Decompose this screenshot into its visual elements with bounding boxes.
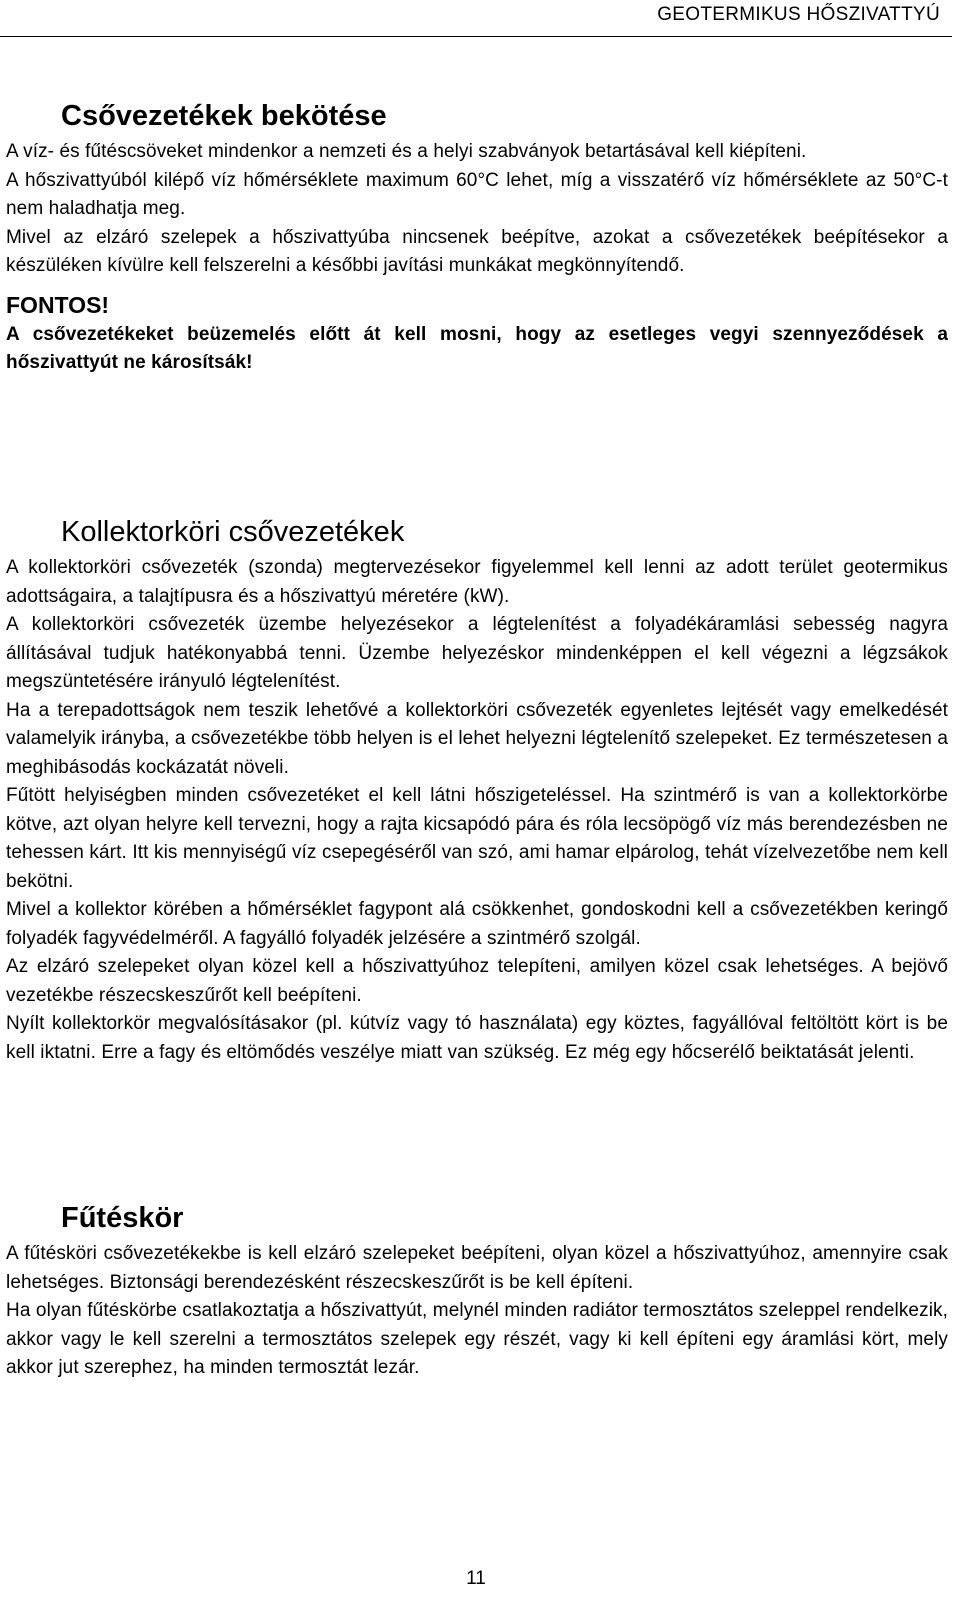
section-heating xyxy=(6,1200,948,1383)
paragraph: Mivel a kollektor körében a hőmérséklet fagypont alá csökkenhet, gondoskodni kell a csővezetékben keringő folyadék fagyvédelméről. A fagyálló folyadék jelzésére a szintmérő szolgál. xyxy=(6,899,948,949)
section-heading: Kollektorköri csővezetékek xyxy=(61,516,405,548)
section-collector xyxy=(6,514,948,1067)
paragraph: A kollektorköri csővezeték üzembe helyezésekor a légtelenítést a folyadékáramlási sebesség nagyra állításával tudjuk hatékonyabbá tenni. Üzembe helyezéskor mindenképpen el kell végezni a légzsákok megszüntetésére irányuló légtelenítést. xyxy=(6,614,948,692)
warning-text: A csővezetékeket beüzemelés előtt át kell mosni, hogy az esetleges vegyi szennyeződések a hőszivattyút ne károsítsák! xyxy=(6,323,948,373)
section-heading: Csővezetékek bekötése xyxy=(61,100,387,132)
paragraph: Ha a terepadottságok nem teszik lehetővé a kollektorköri csővezeték egyenletes lejtését vagy emelkedését valamelyik irányba, a csővezetékbe több helyen is el lehet helyezni légtelenítő szelepeket. Ez természetesen a meghibásodás kockázatát növeli. xyxy=(6,699,948,778)
paragraph: Mivel az elzáró szelepek a hőszivattyúba nincsenek beépítve, azokat a csővezetékek beépítésekor a készüléken kívülre kell felszerelni a későbbi javítási munkákat megkönnyítendő. xyxy=(6,226,948,276)
document-title: GEOTERMIKUS HŐSZIVATTYÚ xyxy=(657,4,940,25)
paragraph: A hőszivattyúból kilépő víz hőmérséklete maximum 60°C lehet, míg a visszatérő víz hőmérséklete az 50°C-t nem haladhatja meg. xyxy=(6,169,948,219)
warning-title: FONTOS! xyxy=(6,291,110,318)
section-heading: Fűtéskör xyxy=(61,1202,184,1234)
paragraph: A víz- és fűtéscsöveket mindenkor a nemzeti és a helyi szabványok betartásával kell kiépíteni. xyxy=(6,141,807,162)
paragraph: Fűtött helyiségben minden csővezetéket el kell látni hőszigeteléssel. Ha szintmérő is van a kollektorkörbe kötve, azt olyan helyre kell tervezni, hogy a rajta kicsapódó pára és róla lecsöpögő víz más berendezésben ne tehessen kárt. Itt kis mennyiségű víz csepegéséről van szó, ami hamar elpárolog, tehát vízelvezetőbe nem kell bekötni. xyxy=(6,785,948,892)
page-number: 11 xyxy=(466,1568,486,1589)
page-header xyxy=(0,0,952,37)
paragraph: A kollektorköri csővezeték (szonda) megtervezésekor figyelemmel kell lenni az adott terület geotermikus adottságaira, a talajtípusra és a hőszivattyú méretére (kW). xyxy=(6,557,948,607)
paragraph: Nyílt kollektorkör megvalósításakor (pl. kútvíz vagy tó használata) egy köztes, fagyállóval feltöltött kört is be kell iktatni. Erre a fagy és eltömődés veszélye miatt van szükség. Ez még egy hőcserélő beiktatását jelenti. xyxy=(6,1013,948,1063)
paragraph: Az elzáró szelepeket olyan közel kell a hőszivattyúhoz telepíteni, amilyen közel csak lehetséges. A bejövő vezetékbe részecskeszűrőt kell beépíteni. xyxy=(6,956,948,1006)
section-piping xyxy=(6,98,948,378)
paragraph: A fűtésköri csővezetékekbe is kell elzáró szelepeket beépíteni, olyan közel a hőszivattyúhoz, amennyire csak lehetséges. Biztonsági berendezésként részecskeszűrőt is be kell építeni. xyxy=(6,1243,948,1293)
paragraph: Ha olyan fűtéskörbe csatlakoztatja a hőszivattyút, melynél minden radiátor termosztátos szeleppel rendelkezik, akkor vagy le kell szerelni a termosztátos szelepek egy részét, vagy ki kell építeni egy áramlási kört, mely akkor jut szerephez, ha minden termosztát lezár. xyxy=(6,1300,948,1378)
